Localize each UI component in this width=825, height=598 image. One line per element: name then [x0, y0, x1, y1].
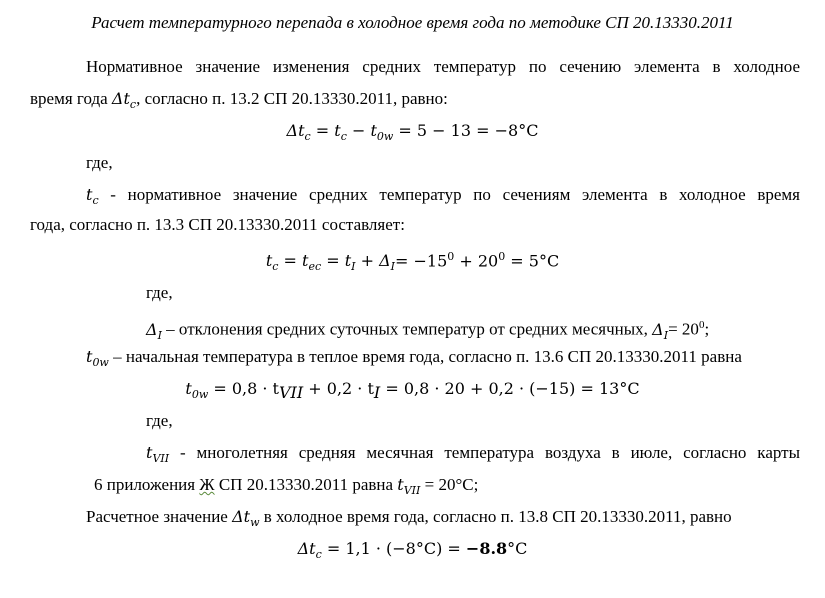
gde-2: где,	[146, 283, 173, 302]
formula-result: $\Delta t_c = 1,1 \cdot (-8^\circ C) = -8.8^\circ C$	[297, 539, 528, 562]
paragraph-1-line-1: Нормативное значение изменения средних температур по сечению элемента в холодное	[86, 57, 800, 76]
tc-symbol: $t_c$	[86, 185, 99, 208]
tvii-definition: $t_{VII}$ - многолетняя средняя месячная температура воздуха в июле, согласно карты	[146, 443, 800, 466]
delta-tc-symbol: $\Delta t_c$	[111, 89, 137, 112]
spellcheck-underlined-word: Ж	[199, 475, 215, 494]
gde-3: где,	[146, 411, 173, 430]
formula-tc: $t_c = t_{ec} = t_I + \Delta_I= -15^0 + 20^0 = 5^\circ C$	[265, 250, 560, 274]
appendix-line: 6 приложения Ж СП 20.13330.2011 равна $t_{VII} = 20^\circ C$;	[94, 475, 479, 498]
paragraph-2-line-1: $t_c$ - нормативное значение средних температур по сечениям элемента в холодное время	[86, 185, 800, 208]
calc-value-line: Расчетное значение $\Delta t_w$ в холодное время года, согласно п. 13.8 СП 20.13330.2011, равно	[86, 507, 732, 530]
gde-1: где,	[86, 153, 113, 172]
result-value: −8.8	[465, 539, 508, 558]
t0w-definition: $t_{0w}$ – начальная температура в теплое время года, согласно п. 13.6 СП 20.13330.2011 равна	[86, 347, 742, 370]
document-title: Расчет температурного перепада в холодное время года по методике СП 20.13330.2011	[91, 13, 734, 32]
formula-t0w: $t_{0w} = 0,8 \cdot t_{VII} + 0,2 \cdot t_I = 0,8 \cdot 20 + 0,2 \cdot (-15) = 13^\circ C$	[185, 379, 640, 403]
paragraph-2-line-2: года, согласно п. 13.3 СП 20.13330.2011 составляет:	[30, 215, 405, 234]
formula-delta-tc: $\Delta t_c = t_c - t_{0w} = 5 - 13 = -8^\circ C$	[286, 121, 539, 144]
delta-definition: $\Delta_I$ – отклонения средних суточных температур от средних месячных, $\Delta_I= 20^0$;	[146, 319, 710, 342]
paragraph-1-line-2: время года $\Delta t_c$, согласно п. 13.2 СП 20.13330.2011, равно:	[30, 89, 448, 112]
